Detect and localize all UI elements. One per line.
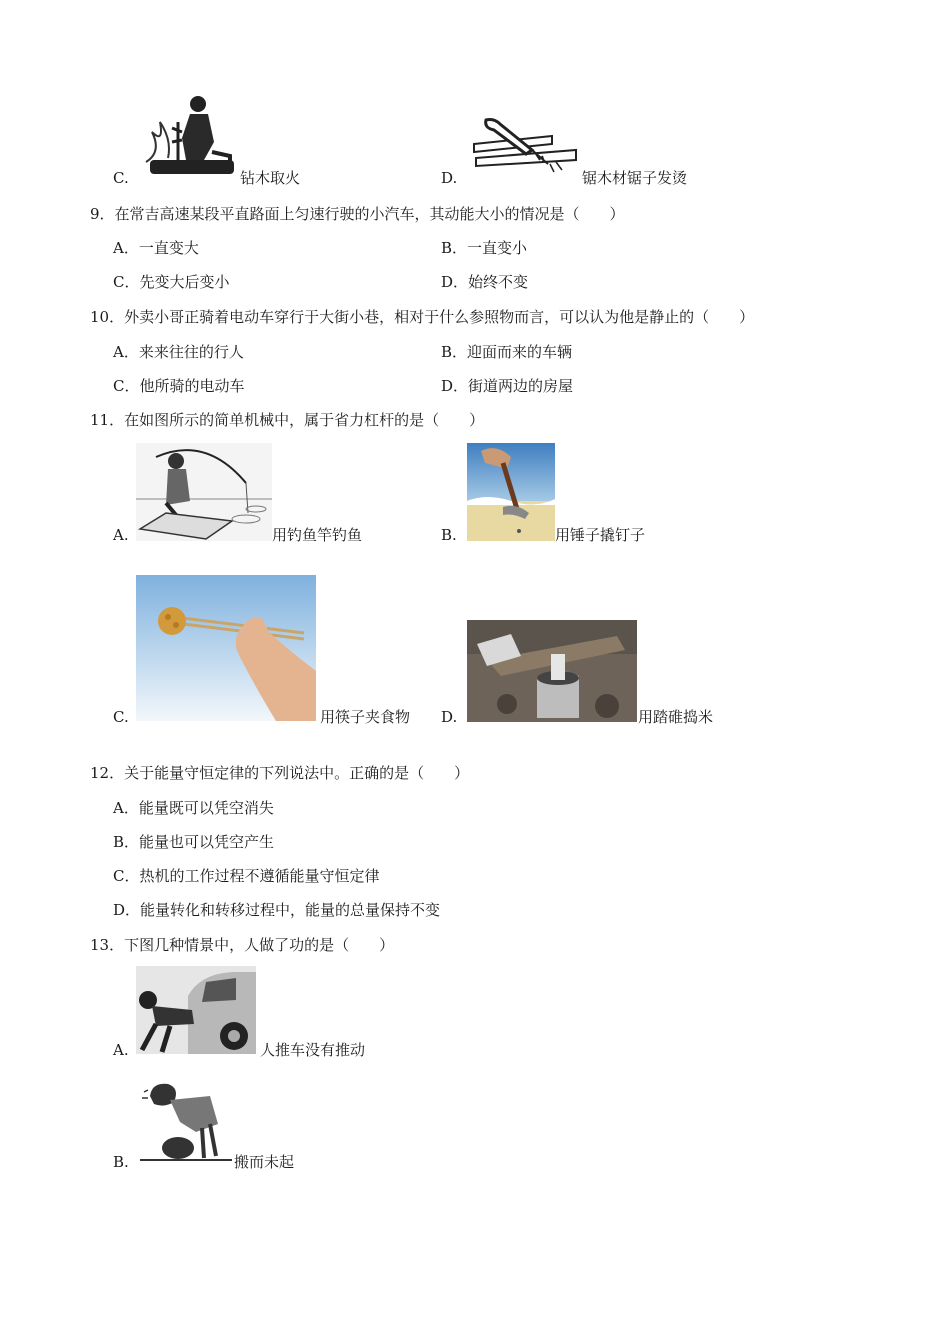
q13-option-b-letter: B. xyxy=(113,1153,129,1171)
q13-option-b-caption: 搬而未起 xyxy=(234,1153,295,1171)
q13-stem: 13．下图几种情景中，人做了功的是（ ） xyxy=(90,936,395,954)
q10-option-d: D．街道两边的房屋 xyxy=(441,377,574,395)
q13-option-a-caption: 人推车没有推动 xyxy=(260,1041,366,1059)
chopsticks-figure xyxy=(136,575,316,721)
q12-option-d: D．能量转化和转移过程中，能量的总量保持不变 xyxy=(113,901,441,919)
fishing-rod-figure xyxy=(136,443,272,541)
hammer-nail-figure xyxy=(467,443,555,541)
push-car-figure xyxy=(136,966,256,1054)
q10-option-b: B．迎面而来的车辆 xyxy=(441,343,573,361)
q9-option-a: A．一直变大 xyxy=(113,239,199,257)
q10-option-a: A．来来往往的行人 xyxy=(113,343,244,361)
q8-option-c-caption: 钻木取火 xyxy=(240,169,301,187)
q11-option-b-letter: B. xyxy=(441,526,457,544)
lift-rock-figure xyxy=(140,1078,232,1164)
q10-stem: 10．外卖小哥正骑着电动车穿行于大街小巷，相对于什么参照物而言，可以认为他是静止的（ ） xyxy=(90,308,755,326)
q11-option-b-caption: 用锤子撬钉子 xyxy=(555,526,646,544)
q11-option-c-caption: 用筷子夹食物 xyxy=(320,708,411,726)
q8-option-c-letter: C. xyxy=(113,169,129,187)
q9-option-b: B．一直变小 xyxy=(441,239,528,257)
q12-option-b: B．能量也可以凭空产生 xyxy=(113,833,275,851)
q9-option-d: D．始终不变 xyxy=(441,273,529,291)
q11-option-d-caption: 用踏碓捣米 xyxy=(638,708,714,726)
q9-option-c: C．先变大后变小 xyxy=(113,273,230,291)
q10-option-c: C．他所骑的电动车 xyxy=(113,377,245,395)
q12-option-c: C．热机的工作过程不遵循能量守恒定律 xyxy=(113,867,380,885)
tilt-hammer-figure xyxy=(467,620,637,722)
fire-drilling-figure xyxy=(142,92,236,178)
q11-option-c-letter: C. xyxy=(113,708,129,726)
sawing-wood-figure xyxy=(472,114,580,176)
q11-stem: 11．在如图所示的简单机械中，属于省力杠杆的是（ ） xyxy=(90,411,485,429)
q9-stem: 9．在常吉高速某段平直路面上匀速行驶的小汽车，其动能大小的情况是（ ） xyxy=(90,205,625,223)
q8-option-d-letter: D. xyxy=(441,169,458,187)
q12-stem: 12．关于能量守恒定律的下列说法中。正确的是（ ） xyxy=(90,764,470,782)
q11-option-d-letter: D. xyxy=(441,708,458,726)
q11-option-a-caption: 用钓鱼竿钓鱼 xyxy=(272,526,363,544)
q11-option-a-letter: A. xyxy=(113,526,129,544)
q13-option-a-letter: A. xyxy=(113,1041,129,1059)
q12-option-a: A．能量既可以凭空消失 xyxy=(113,799,274,817)
q8-option-d-caption: 锯木材锯子发烫 xyxy=(582,169,688,187)
